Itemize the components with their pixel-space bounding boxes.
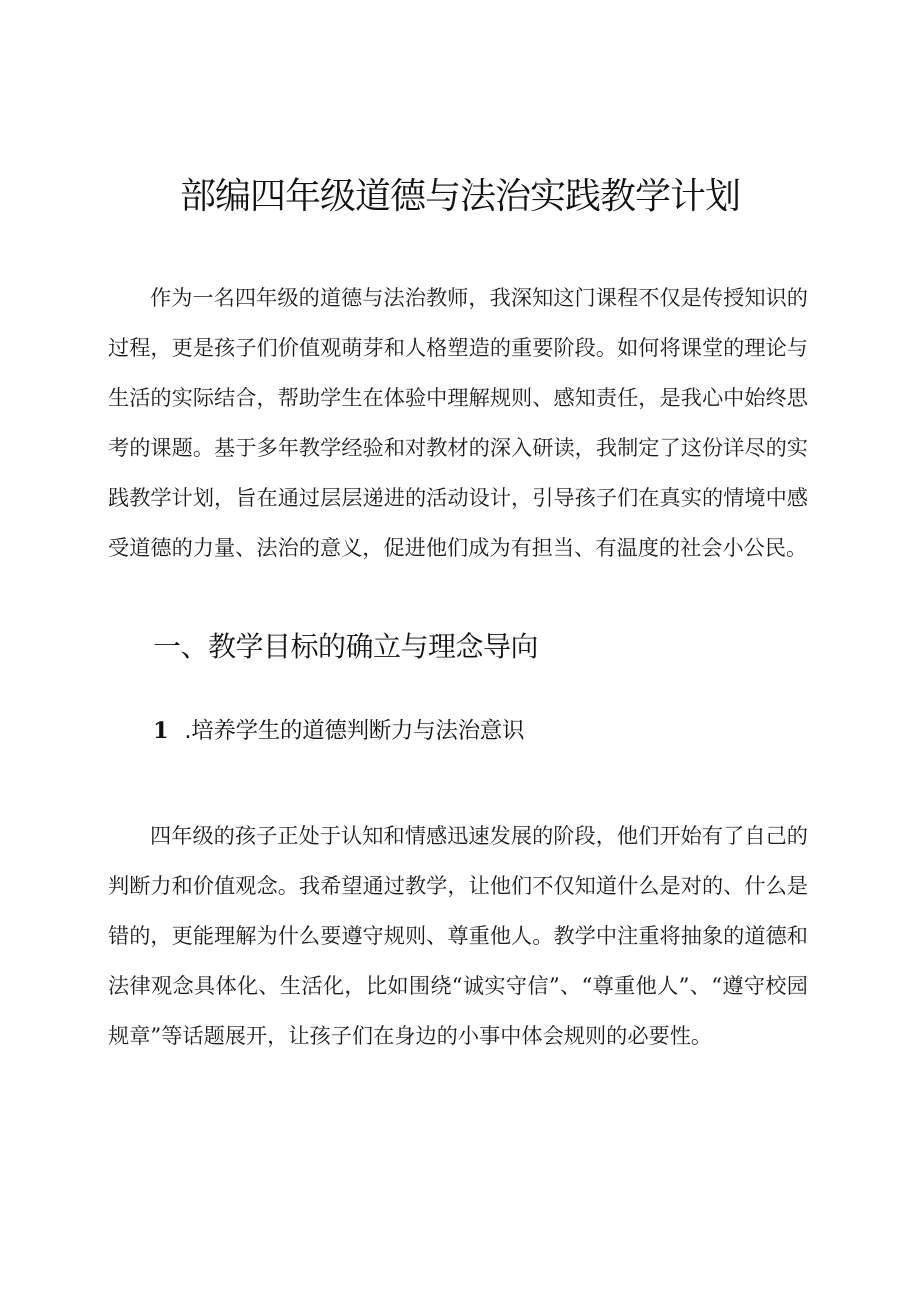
section-heading: 一、教学目标的确立与理念导向 — [153, 630, 539, 663]
subsection-number: 1 — [153, 718, 169, 744]
document-title: 部编四年级道德与法治实践教学计划 — [179, 176, 740, 217]
intro-paragraph: 作为一名四年级的道德与法治教师，我深知这门课程不仅是传授知识的过程，更是孩子们价值观萌芽和人格塑造的重要阶段。如何将课堂的理论与生活的实际结合，帮助学生在体验中理解规则、感知责任，是我心中始终思考的课题。基于多年教学经验和对教材的深入研读，我制定了这份详尽的实践教学计划，旨在通过层层递进的活动设计，引导孩子们在真实的情境中感受道德的力量、法治的意义，促进他们成为有担当、有温度的社会小公民。 — [108, 285, 808, 561]
subsection-title: .培养学生的道德判断力与法治意识 — [184, 718, 525, 744]
body-paragraph: 四年级的孩子正处于认知和情感迅速发展的阶段，他们开始有了自己的判断力和价值观念。我希望通过教学，让他们不仅知道什么是对的、什么是错的，更能理解为什么要遵守规则、尊重他人。教学中注重将抽象的道德和法律观念具体化、生活化，比如围绕“诚实守信”、“尊重他人”、“遵守校园规章”等话题展开，让孩子们在身边的小事中体会规则的必要性。 — [108, 823, 808, 1049]
subsection-heading — [153, 713, 524, 745]
